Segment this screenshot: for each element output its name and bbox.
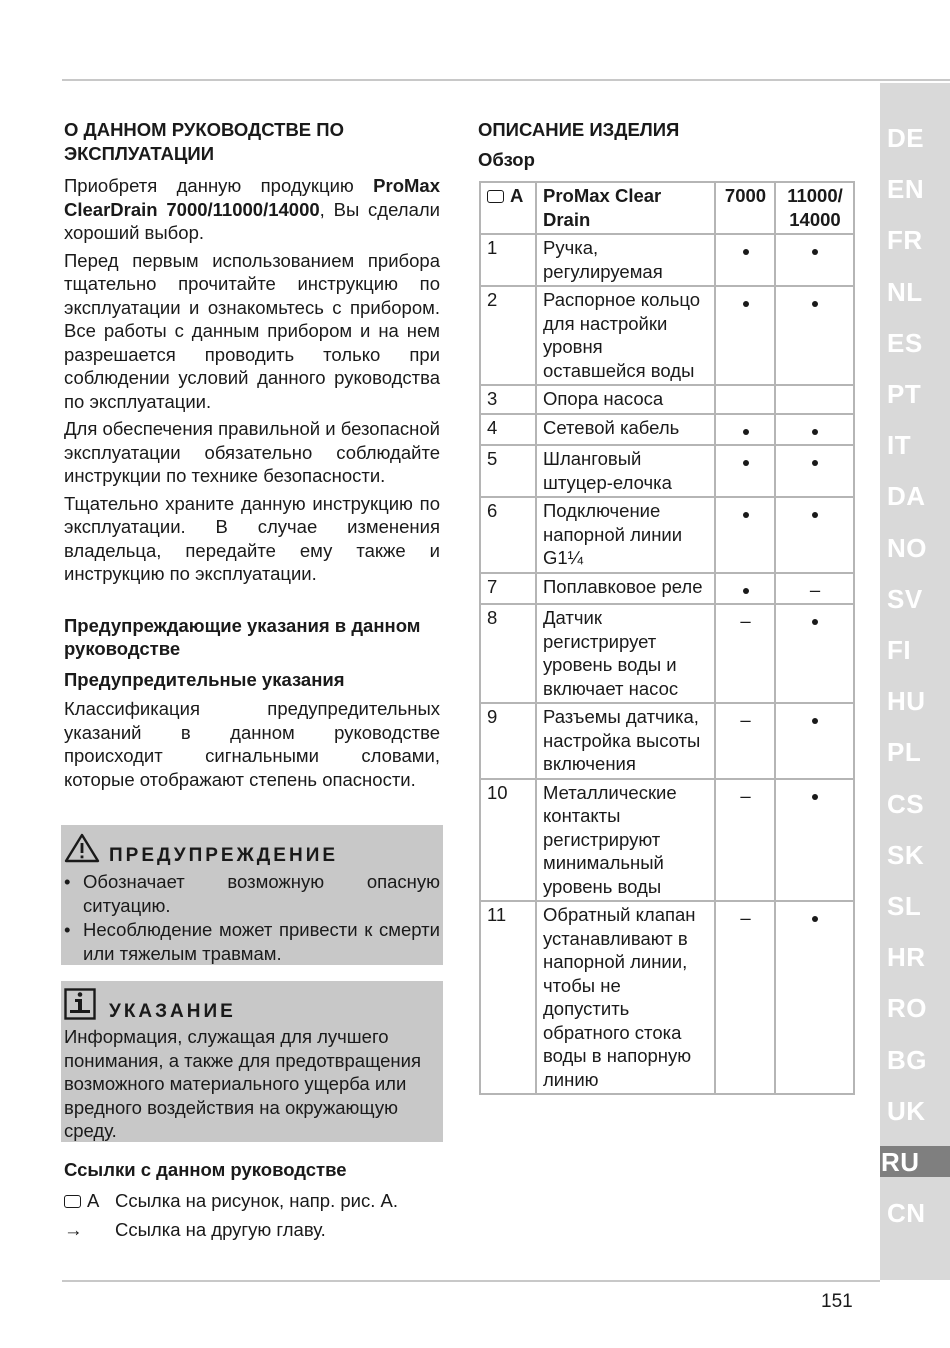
availability-7000: – <box>715 703 775 779</box>
table-row <box>480 779 854 902</box>
language-tab-pt[interactable]: PT <box>887 379 922 409</box>
included-dot-icon <box>812 460 818 466</box>
language-tab-nl[interactable]: NL <box>887 277 923 307</box>
figure-reference-label: A <box>87 1190 100 1211</box>
included-dot-icon <box>743 512 749 518</box>
figure-reference-symbol <box>64 1189 115 1213</box>
part-number: 8 <box>480 604 536 703</box>
page-number: 151 <box>821 1291 853 1312</box>
availability-11000-14000 <box>775 234 854 286</box>
table-row <box>480 703 854 779</box>
language-tab-sl[interactable]: SL <box>887 891 922 921</box>
part-number: 6 <box>480 497 536 573</box>
language-tab-pl[interactable]: PL <box>887 737 922 767</box>
availability-11000-14000 <box>775 286 854 385</box>
warning-item: • Обозначает возможную опасную ситуацию. <box>64 871 440 916</box>
table-row <box>480 573 854 605</box>
figure-frame-icon <box>64 1195 81 1208</box>
figure-column-label: A <box>510 185 524 206</box>
parts-table-body <box>480 234 854 1094</box>
info-icon <box>64 988 96 1020</box>
language-tab-no[interactable]: NO <box>887 533 927 563</box>
chapter-reference-text: Ссылка на другую главу. <box>115 1219 326 1240</box>
availability-11000-14000 <box>775 497 854 573</box>
included-dot-icon <box>812 718 818 724</box>
language-tab-sv[interactable]: SV <box>887 584 923 614</box>
availability-11000-14000: – <box>775 573 854 605</box>
availability-11000-14000 <box>775 385 854 414</box>
note-text: Информация, служащая для лучшего понимания, а также для предотвращения возможного материального ущерба или вредного воздействия на окружающую среду. <box>64 1026 421 1141</box>
availability-7000: – <box>715 779 775 902</box>
overview-subtitle: Обзор <box>478 149 535 170</box>
included-dot-icon <box>812 249 818 255</box>
language-tab-sk[interactable]: SK <box>887 840 925 870</box>
part-number: 7 <box>480 573 536 605</box>
availability-7000 <box>715 286 775 385</box>
language-tab-es[interactable]: ES <box>887 328 923 358</box>
model-column-header: ProMax Clear Drain <box>536 182 715 234</box>
included-dot-icon <box>743 301 749 307</box>
availability-7000 <box>715 445 775 497</box>
figure-frame-icon <box>487 190 504 203</box>
availability-7000 <box>715 414 775 446</box>
table-row <box>480 414 854 446</box>
part-number: 5 <box>480 445 536 497</box>
part-name: Распорное кольцо для настройки уровня оставшейся воды <box>536 286 715 385</box>
language-tab-en[interactable]: EN <box>887 174 925 204</box>
availability-11000-14000 <box>775 414 854 446</box>
keep-manual-paragraph: Тщательно храните данную инструкцию по эксплуатации. В случае изменения владельца, передайте ему также и инструкцию по эксплуатации. <box>64 492 440 584</box>
language-tab-uk[interactable]: UK <box>887 1096 926 1126</box>
included-dot-icon <box>743 429 749 435</box>
warning-item: • Несоблюдение может привести к смерти или тяжелым травмам. <box>64 919 440 964</box>
table-row <box>480 604 854 703</box>
language-tab-bg[interactable]: BG <box>887 1045 927 1075</box>
availability-7000 <box>715 573 775 605</box>
part-name: Подключение напорной линии G1¼ <box>536 497 715 573</box>
included-dot-icon <box>812 619 818 625</box>
part-name: Поплавковое реле <box>536 573 715 605</box>
note-title: УКАЗАНИЕ <box>109 1001 236 1022</box>
model-7000-header: 7000 <box>715 182 775 234</box>
warning-list <box>64 870 440 966</box>
safety-paragraph: Для обеспечения правильной и безопасной эксплуатации обязательно соблюдайте инструкции по технике безопасности. <box>64 418 440 486</box>
part-number: 1 <box>480 234 536 286</box>
references-heading: Ссылки с данном руководстве <box>64 1159 347 1180</box>
part-number: 3 <box>480 385 536 414</box>
product-name: ProMax ClearDrain 7000/11000/14000 <box>64 175 440 220</box>
availability-11000-14000 <box>775 703 854 779</box>
availability-11000-14000 <box>775 604 854 703</box>
availability-11000-14000 <box>775 779 854 902</box>
classification-paragraph: Классификация предупредительных указаний в данном руководстве происходит сигнальными словами, которые отображают степень опасности. <box>64 698 440 790</box>
left-column <box>64 118 440 795</box>
figure-reference-text: Ссылка на рисунок, напр. рис. A. <box>115 1190 399 1211</box>
part-name: Датчик регистрирует уровень воды и включает насос <box>536 604 715 703</box>
warning-item-text: Несоблюдение может привести к смерти или тяжелым травмам. <box>83 919 440 964</box>
intro-suffix: , Вы сделали хороший выбор. <box>64 198 440 243</box>
part-name: Обратный клапан устанавливают в напорной линии, чтобы не допустить обратного стока воды в напорную линию <box>536 901 715 1094</box>
bottom-rule <box>62 1280 880 1282</box>
part-name: Сетевой кабель <box>536 414 715 446</box>
included-dot-icon <box>743 249 749 255</box>
read-manual-paragraph: Перед первым использованием прибора тщательно прочитайте инструкцию по эксплуатации и ознакомьтесь с прибором. Все работы с данным прибором и на нем разрешается проводить только при соблюдении условий данного руководства по эксплуатации. <box>64 249 440 412</box>
language-tab-fr[interactable]: FR <box>887 225 923 255</box>
availability-7000: – <box>715 901 775 1094</box>
included-dot-icon <box>812 916 818 922</box>
language-tab-it[interactable]: IT <box>887 430 912 460</box>
parts-table <box>479 181 855 1095</box>
included-dot-icon <box>743 588 749 594</box>
availability-7000 <box>715 385 775 414</box>
part-name: Шланговый штуцер-елочка <box>536 445 715 497</box>
part-number: 2 <box>480 286 536 385</box>
part-name: Опора насоса <box>536 385 715 414</box>
table-header-row <box>480 182 854 234</box>
arrow-right-icon: → <box>64 1219 83 1240</box>
part-number: 10 <box>480 779 536 902</box>
chapter-reference-row <box>64 1218 326 1242</box>
table-row <box>480 901 854 1094</box>
manual-section-title: О ДАННОМ РУКОВОДСТВЕ ПО ЭКСПЛУАТАЦИИ <box>64 119 344 164</box>
included-dot-icon <box>812 301 818 307</box>
table-row <box>480 286 854 385</box>
availability-7000: – <box>715 604 775 703</box>
warnings-heading: Предупреждающие указания в данном руководстве <box>64 614 421 659</box>
product-description-title: ОПИСАНИЕ ИЗДЕЛИЯ <box>478 119 680 140</box>
part-number: 11 <box>480 901 536 1094</box>
table-row <box>480 234 854 286</box>
language-tab-cn[interactable]: CN <box>887 1198 926 1228</box>
part-number: 9 <box>480 703 536 779</box>
language-tab-cs[interactable]: CS <box>887 789 925 819</box>
figure-reference-row <box>64 1189 398 1213</box>
language-tab-ro[interactable]: RO <box>887 993 927 1023</box>
part-name: Ручка, регулируемая <box>536 234 715 286</box>
table-row <box>480 445 854 497</box>
model-11000-14000-header: 11000/ 14000 <box>775 182 854 234</box>
language-tab-ru[interactable]: RU <box>881 1147 920 1177</box>
part-name: Разъемы датчика, настройка высоты включения <box>536 703 715 779</box>
warning-triangle-icon <box>64 833 100 863</box>
language-tab-fi[interactable]: FI <box>887 635 912 665</box>
intro-paragraph <box>64 174 440 245</box>
language-tab-de[interactable]: DE <box>887 123 925 153</box>
language-tab-da[interactable]: DA <box>887 481 926 511</box>
intro-prefix: Приобретя данную продукцию <box>64 175 374 196</box>
included-dot-icon <box>743 460 749 466</box>
part-number: 4 <box>480 414 536 446</box>
included-dot-icon <box>812 429 818 435</box>
included-dot-icon <box>812 794 818 800</box>
language-tab-hu[interactable]: HU <box>887 686 926 716</box>
figure-column-header <box>480 182 536 234</box>
warning-title: ПРЕДУПРЕЖДЕНИЕ <box>109 845 339 866</box>
top-rule <box>62 79 950 81</box>
warning-item-text: Обозначает возможную опасную ситуацию. <box>83 871 440 916</box>
included-dot-icon <box>812 512 818 518</box>
availability-7000 <box>715 234 775 286</box>
part-name: Металлические контакты регистрируют минимальный уровень воды <box>536 779 715 902</box>
availability-11000-14000 <box>775 445 854 497</box>
availability-7000 <box>715 497 775 573</box>
availability-11000-14000 <box>775 901 854 1094</box>
language-tab-hr[interactable]: HR <box>887 942 926 972</box>
table-row <box>480 385 854 414</box>
warnings-subheading: Предупредительные указания <box>64 668 345 690</box>
table-row <box>480 497 854 573</box>
